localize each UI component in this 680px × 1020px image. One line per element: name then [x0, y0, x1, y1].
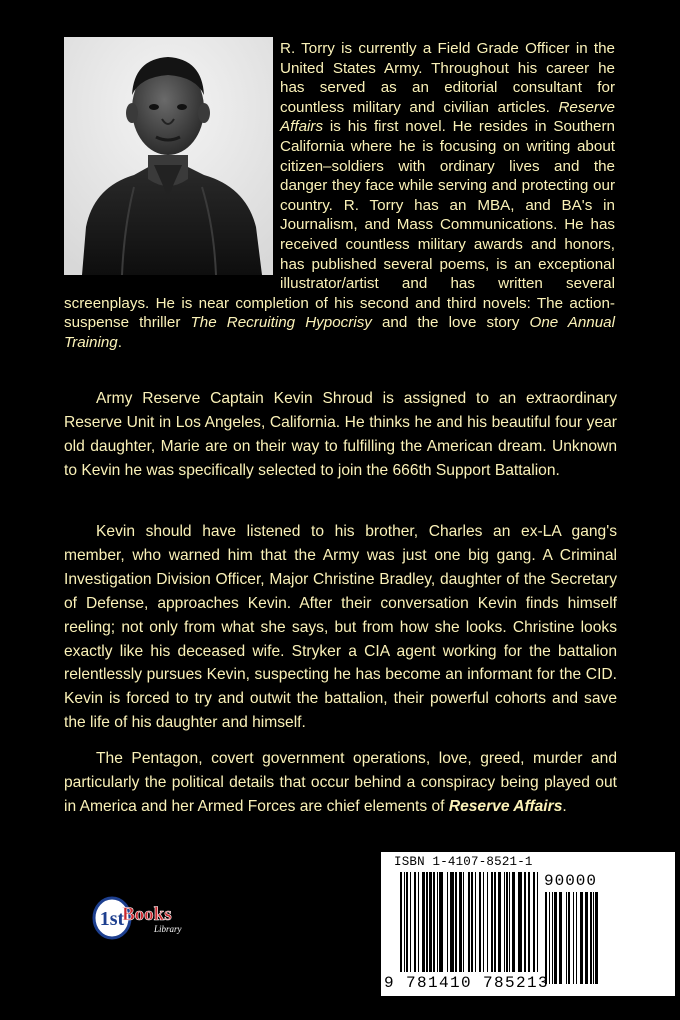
barcode-bar — [433, 872, 435, 972]
price-code: 90000 — [544, 872, 598, 890]
barcode-bar — [518, 872, 522, 972]
synopsis-book-title: Reserve Affairs — [448, 797, 563, 815]
bio-text-1: R. Torry is currently a Field Grade Officer in the United States Army. Throughout his career he has served as an editorial consultant for countless military and civilian articles. — [280, 40, 615, 116]
barcode-bar — [429, 872, 432, 972]
barcode-bar — [439, 872, 443, 972]
barcode-bar — [418, 872, 419, 972]
barcode-bar — [494, 872, 496, 972]
isbn-barcode — [381, 852, 675, 996]
barcode-bar — [455, 872, 457, 972]
barcode-bar — [559, 892, 562, 984]
barcode-bar — [426, 872, 428, 972]
ean-digits: 9 781410 785213 — [384, 974, 550, 992]
barcode-bar — [471, 872, 473, 972]
barcode-bar — [509, 872, 510, 972]
barcode-bar — [450, 872, 454, 972]
barcode-bar — [512, 872, 515, 972]
synopsis-paragraph-3 — [64, 747, 617, 819]
logo-word: Books — [122, 904, 172, 925]
publisher-logo — [92, 893, 198, 943]
barcode-bar — [447, 872, 448, 972]
barcode-bar — [580, 892, 583, 984]
barcode-bar — [593, 892, 594, 984]
bio-text-4: . — [117, 333, 122, 351]
barcode-bar — [437, 872, 438, 972]
logo-number: 1st — [99, 908, 125, 930]
bio-second-novel-title: The Recruiting Hypocrisy — [190, 314, 372, 332]
barcode-bar — [595, 892, 598, 984]
logo-sub: Library — [154, 924, 182, 934]
barcode-bar — [576, 892, 577, 984]
bio-text-3: and the love story — [371, 314, 530, 332]
barcode-bar — [585, 892, 588, 984]
barcode-bar — [459, 872, 462, 972]
barcode-bar — [566, 892, 567, 984]
author-bio — [64, 39, 615, 353]
barcode-bar — [552, 892, 553, 984]
barcode-bar — [463, 872, 464, 972]
barcode-bar — [414, 872, 416, 972]
synopsis-paragraph-2: Kevin should have listened to his brother, Charles an ex-LA gang's member, who warned him that the Army was just one big gang. A Criminal Investigation Division Officer, Major Christine Bradley, daughter of the Secretary of Defense, approaches Kevin. After their conversation Kevin finds himself reeling; not only from what she says, but from how she looks. Christine looks exactly like his deceased wife. Stryker a CIA agent working for the battalion relentlessly pursues Kevin, suspecting he has become an informant for the CID. Kevin is forced to try and outwit the battalion, their powerful cohorts and save the life of his daughter and himself. — [64, 523, 617, 732]
barcode-bar — [568, 892, 570, 984]
barcode-bar — [533, 872, 535, 972]
bio-text-2: is his first novel. He resides in Southern California where he is focusing on writing about citizen–soldiers with ordinary lives and the danger they face while serving and protecting our country. R. Torry has an MBA, and BA's in Journalism, and Mass Communications. He has received countless military awards and honors, has published several poems, is an exceptional illustrator/artist and has written several screenplays. He is near completion of his second and third novels: The action-suspense thriller — [64, 118, 615, 332]
barcode-bar — [554, 892, 557, 984]
barcode-bar — [524, 872, 526, 972]
barcode-bar — [468, 872, 470, 972]
barcode-bar — [491, 872, 493, 972]
bio-third-novel-title: One Annual Training — [64, 314, 616, 351]
barcode-bar — [422, 872, 425, 972]
bio-book-title: Reserve Affairs — [280, 98, 615, 136]
barcode-bar — [406, 872, 408, 972]
barcode-bar — [479, 872, 481, 972]
barcode-bar — [545, 892, 547, 984]
barcode-bar — [506, 872, 508, 972]
barcode-bar — [483, 872, 484, 972]
barcode-bar — [404, 872, 405, 972]
barcode-bar — [410, 872, 411, 972]
synopsis-paragraph-1: Army Reserve Captain Kevin Shroud is assigned to an extraordinary Reserve Unit in Los Angeles, California. He thinks he and his beautiful four year old daughter, Marie are on their way to fulfilling the American dream. Unknown to Kevin he was specifically selected to join the 666th Support Battalion. — [64, 390, 617, 479]
barcode-bar — [549, 892, 550, 984]
publisher-logo-graphic — [92, 893, 198, 943]
barcode-bar — [487, 872, 488, 972]
isbn-label: ISBN 1-4107-8521-1 — [394, 855, 533, 869]
barcode-bar — [498, 872, 501, 972]
barcode-bar — [537, 872, 538, 972]
barcode-bar — [590, 892, 592, 984]
barcode-bar — [528, 872, 530, 972]
synopsis-p3-end: . — [562, 797, 567, 815]
barcode-bar — [573, 892, 574, 984]
synopsis-p3-lead: The Pentagon, covert government operations, love, greed, murder and particularly the political details that occur behind a conspiracy being played out in America and her Armed Forces are chief elements of — [64, 750, 617, 815]
barcode-bar — [504, 872, 505, 972]
photo-wrap-spacer — [64, 39, 280, 275]
barcode-bar — [475, 872, 476, 972]
barcode-bar — [400, 872, 402, 972]
